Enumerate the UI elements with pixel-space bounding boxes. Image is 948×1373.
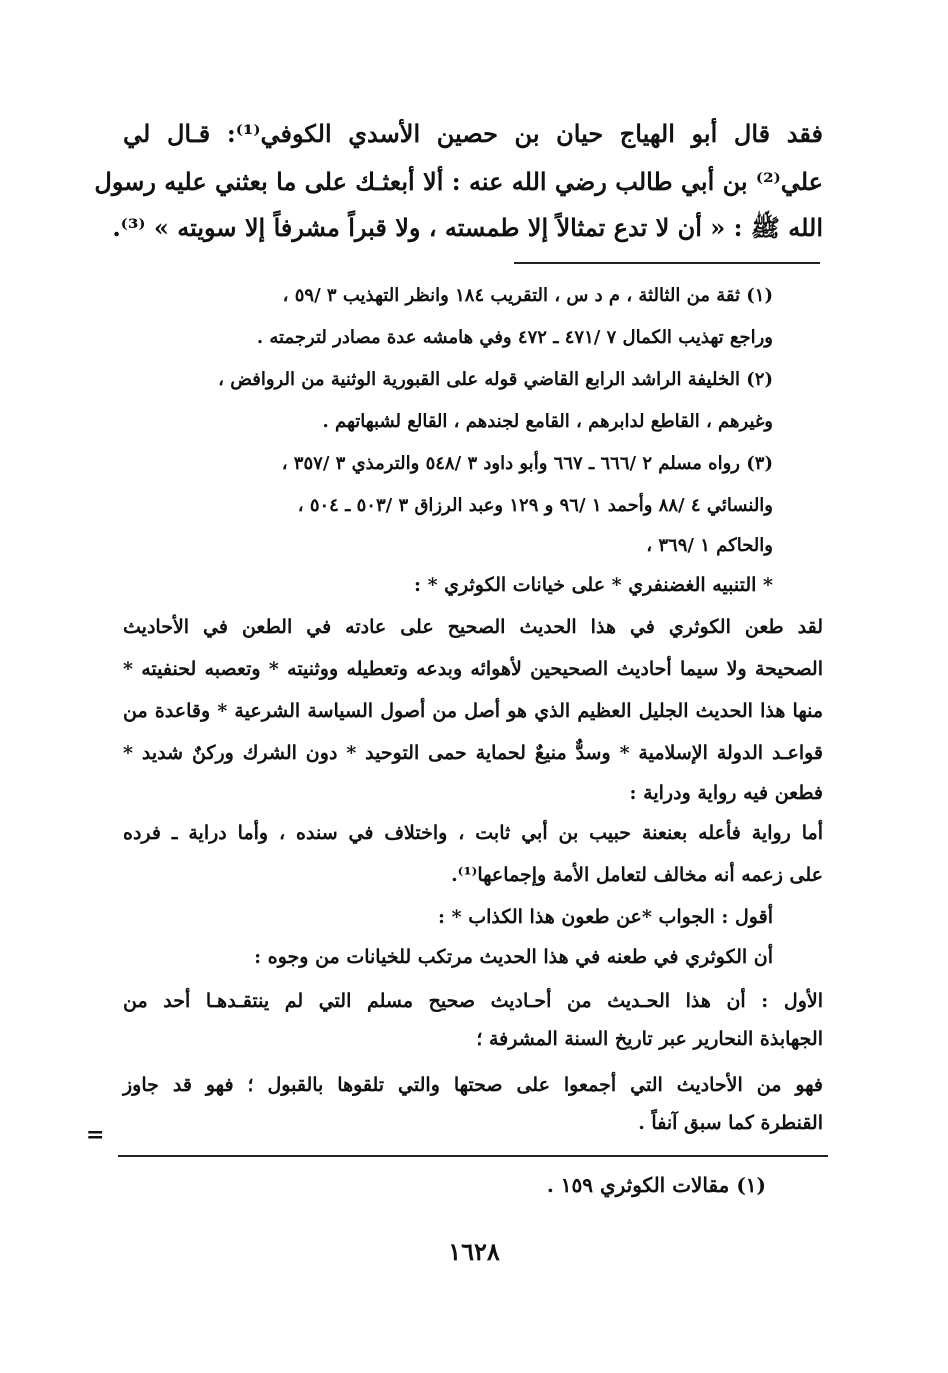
margin-mark: =	[86, 1122, 105, 1148]
body-line: فطعن فيه رواية ودراية :	[629, 782, 823, 804]
footnote-line: وراجع تهذيب الكمال ٧ /٤٧١ ـ ٤٧٢ وفي هامشه عدة مصادر لترجمته .	[256, 327, 773, 348]
intro-line: فقد قال أبو الهياج حيان بن حصين الأسدي الكوفي⁽¹⁾: قـال لي	[123, 119, 823, 148]
body-line: أما رواية فأعله بعنعنة حبيب بن أبي ثابت ، واختلاف في سنده ، وأما دراية ـ فرده	[123, 822, 823, 844]
intro-line: علي⁽²⁾ بن أبي طالب رضي الله عنه : ألا أبعثـك على ما بعثني عليه رسول	[94, 167, 823, 196]
footnote-line: (١) ثقة من الثالثة ، م د س ، التقريب ١٨٤ وانظر التهذيب ٣ /٥٩ ،	[282, 285, 773, 306]
body-line: القنطرة كما سبق آنفاً .	[638, 1112, 823, 1134]
body-line: لقد طعن الكوثري في هذا الحديث الصحيح على عادته في الطعن في الأحاديث	[123, 616, 823, 638]
body-line: الجهابذة النحارير عبر تاريخ السنة المشرفة ؛	[476, 1028, 823, 1050]
footnote-line: (٣) رواه مسلم ٢ /٦٦٦ ـ ٦٦٧ وأبو داود ٣ /٥٤٨ والترمذي ٣ /٣٥٧ ،	[281, 453, 773, 474]
bottom-footnote-divider	[118, 1155, 828, 1157]
footnote-line: وغيرهم ، القاطع لدابرهم ، القامع لجندهم ، القالع لشبهاتهم .	[322, 411, 773, 432]
footnote-divider	[514, 262, 820, 264]
footnote-line: والنسائي ٤ /٨٨ وأحمد ١ /٩٦ و ١٢٩ وعبد الرزاق ٣ /٥٠٣ ـ ٥٠٤ ،	[297, 495, 773, 516]
body-line: الأول : أن هذا الحـديث من أحـاديث صحيح مسلم التي لم ينتقـدهـا أحد من	[123, 990, 823, 1012]
page-number: ١٦٢٨	[448, 1237, 500, 1266]
body-line: الصحيحة ولا سيما أحاديث الصحيحين لأهوائه وبدعه وتعطيله ووثنيته * وتعصبه لحنفيته *	[123, 658, 823, 680]
footnote-line: (٢) الخليفة الراشد الرابع القاضي قوله على القبورية الوثنية من الروافض ،	[218, 369, 773, 390]
body-line: أن الكوثري في طعنه في هذا الحديث مرتكب للخيانات من وجوه :	[254, 946, 773, 968]
bottom-footnote: (١) مقالات الكوثري ١٥٩ .	[546, 1173, 766, 1197]
footnote-line: والحاكم ١ /٣٦٩ ،	[646, 535, 773, 556]
body-line: قواعـد الدولة الإسلامية * وسدٌّ منيعٌ لحماية حمى التوحيد * دون الشرك وركنٌ شديد *	[123, 742, 823, 764]
body-line: أقول : الجواب *عن طعون هذا الكذاب * :	[438, 906, 773, 928]
body-line: فهو من الأحاديث التي أجمعوا على صحتها والتي تلقوها بالقبول ؛ فهو قد جاوز	[123, 1074, 823, 1096]
body-line: منها هذا الحديث الجليل العظيم الذي هو أصل من أصول السياسة الشرعية * وقاعدة من	[123, 700, 823, 722]
section-heading: * التنبيه الغضنفري * على خيانات الكوثري * :	[413, 574, 773, 596]
body-line: على زعمه أنه مخالف لتعامل الأمة وإجماعها⁽¹⁾.	[451, 864, 823, 886]
intro-line: الله ﷺ : « أن لا تدع تمثالاً إلا طمسته ، ولا قبراً مشرفاً إلا سويته » ⁽³⁾.	[112, 213, 823, 242]
